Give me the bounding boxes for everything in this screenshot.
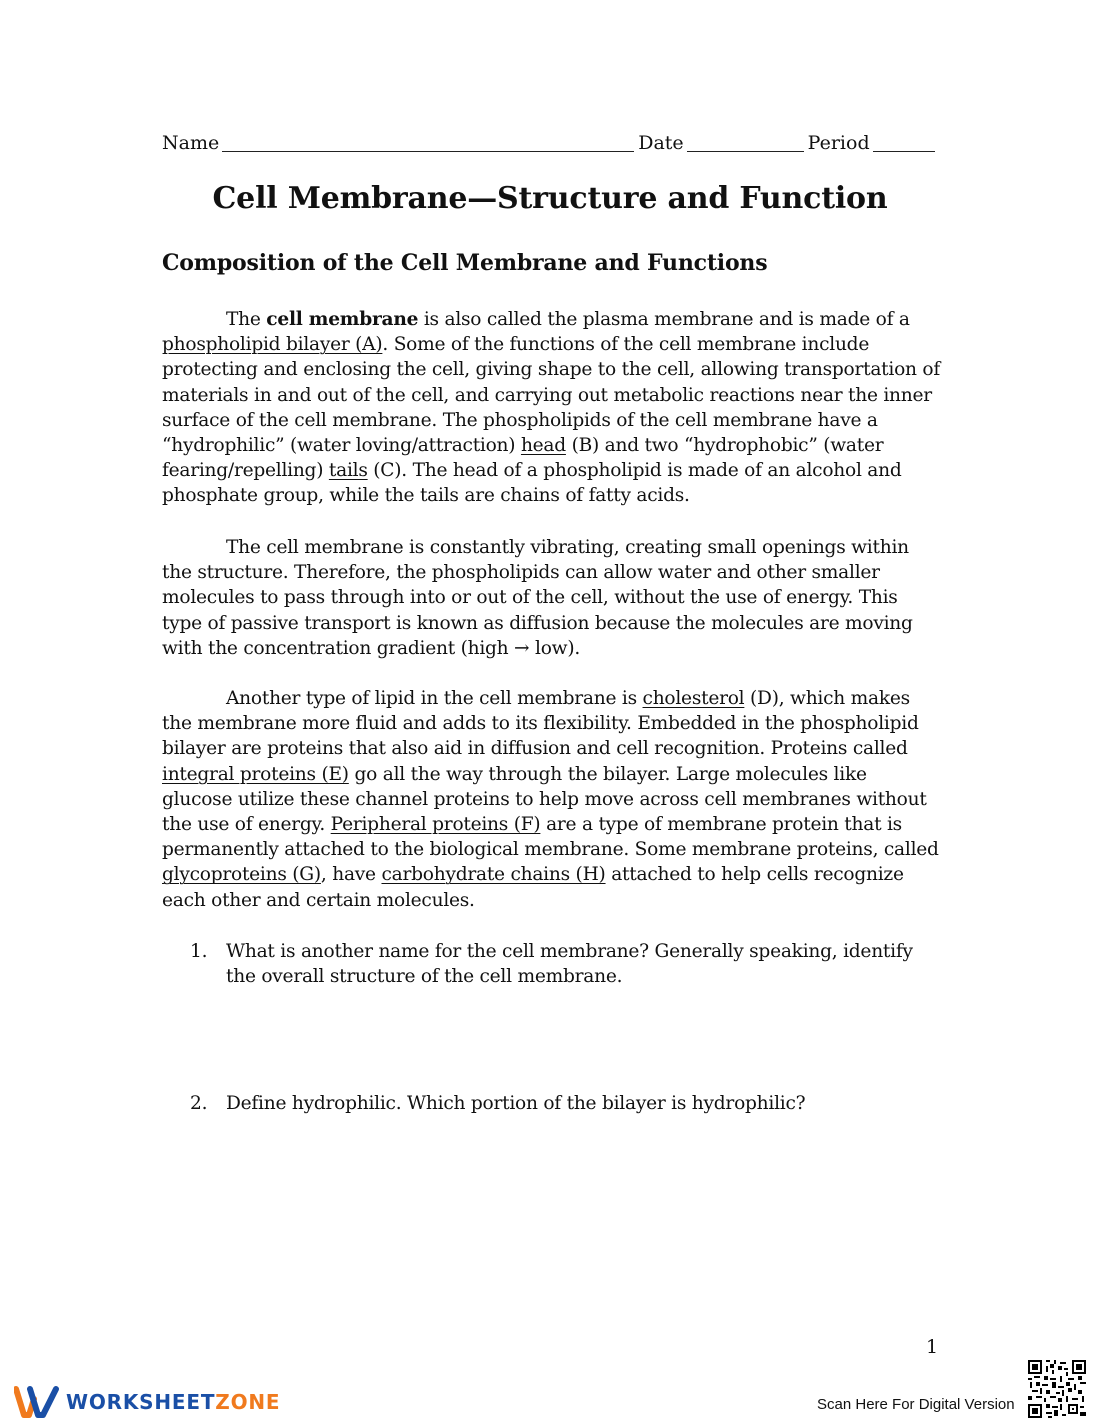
worksheetzone-logo-icon: [14, 1385, 60, 1419]
question-number: 1.: [190, 941, 208, 962]
logo-word-worksheet: WORKSHEET: [66, 1390, 216, 1414]
question-item: [190, 1091, 930, 1116]
paragraph-text: are a type of membrane protein that is permanently attached to the biological membrane. Some membrane proteins, called: [162, 814, 939, 861]
term-tails: tails: [328, 460, 368, 482]
term-integral-proteins: integral proteins (E): [162, 763, 349, 785]
worksheet-title: Cell Membrane—Structure and Function: [212, 181, 888, 216]
term-phospholipid-bilayer: phospholipid bilayer (A): [162, 334, 383, 356]
term-glycoproteins: glycoproteins (G): [162, 864, 321, 886]
period-blank[interactable]: [873, 133, 935, 152]
name-blank[interactable]: [222, 133, 634, 152]
date-blank[interactable]: [687, 133, 804, 152]
name-label: Name: [162, 132, 220, 154]
paragraph-text: go all the way through the bilayer. Large molecules like glucose utilize these channel proteins to help move across cell membranes without the use of energy.: [162, 763, 927, 836]
logo-wordmark: [66, 1390, 280, 1414]
question-text: Define hydrophilic. Which portion of the bilayer is hydrophilic?: [226, 1093, 806, 1114]
scan-caption: Scan Here For Digital Version: [817, 1396, 1015, 1413]
date-label: Date: [638, 132, 684, 154]
logo-word-zone: ZONE: [215, 1390, 281, 1414]
bold-term-cell-membrane: cell membrane: [266, 309, 419, 330]
paragraph-composition: [162, 307, 942, 509]
paragraph-text: Another type of lipid in the cell membrane is: [226, 688, 643, 709]
term-cholesterol: cholesterol: [642, 688, 745, 709]
paragraph-text: is also called the plasma membrane and is made of a: [418, 309, 910, 330]
section-heading: Composition of the Cell Membrane and Functions: [162, 250, 768, 276]
paragraph-text: (B) and two “hydrophobic” (water fearing/repelling): [162, 435, 884, 482]
question-text: What is another name for the cell membrane? Generally speaking, identify the overall structure of the cell membrane.: [226, 941, 913, 988]
paragraph-text: , have: [320, 864, 382, 886]
question-item: [190, 939, 930, 989]
student-info-line: [162, 131, 938, 155]
paragraph-text: attached to help cells recognize each other and certain molecules.: [162, 864, 904, 911]
page-number: 1: [925, 1336, 939, 1358]
paragraph-lipids-proteins: [162, 686, 942, 913]
qr-code-icon[interactable]: [1028, 1360, 1086, 1418]
paragraph-diffusion: The cell membrane is constantly vibrating, creating small openings within the structure. Therefore, the phospholipids can allow water and other smaller molecules to pass through into or out of the cell, without the use of energy. This type of passive transport is known as diffusion because the molecules are moving with the concentration gradient (high → low).: [162, 537, 913, 659]
question-number: 2.: [190, 1093, 208, 1114]
worksheetzone-logo[interactable]: [14, 1384, 280, 1420]
term-head: head: [520, 435, 566, 457]
paragraph-text: (D), which makes the membrane more fluid and adds to its flexibility. Embedded in the phospholipid bilayer are proteins that also aid in diffusion and cell recognition. Proteins called: [162, 688, 919, 760]
paragraph-text: . Some of the functions of the cell membrane include protecting and enclosing the cell, giving shape to the cell, allowing transportation of materials in and out of the cell, and carrying out metabolic reactions near the inner surface of the cell membrane. The phospholipids of the cell membrane have a “hydrophilic” (water loving/attraction): [162, 334, 940, 457]
term-carbohydrate-chains: carbohydrate chains (H): [381, 864, 606, 886]
paragraph-text: The: [226, 309, 267, 330]
period-label: Period: [807, 132, 870, 154]
paragraph-text: (C). The head of a phospholipid is made of an alcohol and phosphate group, while the tails are chains of fatty acids.: [162, 460, 902, 507]
term-peripheral-proteins: Peripheral proteins (F): [330, 814, 541, 836]
